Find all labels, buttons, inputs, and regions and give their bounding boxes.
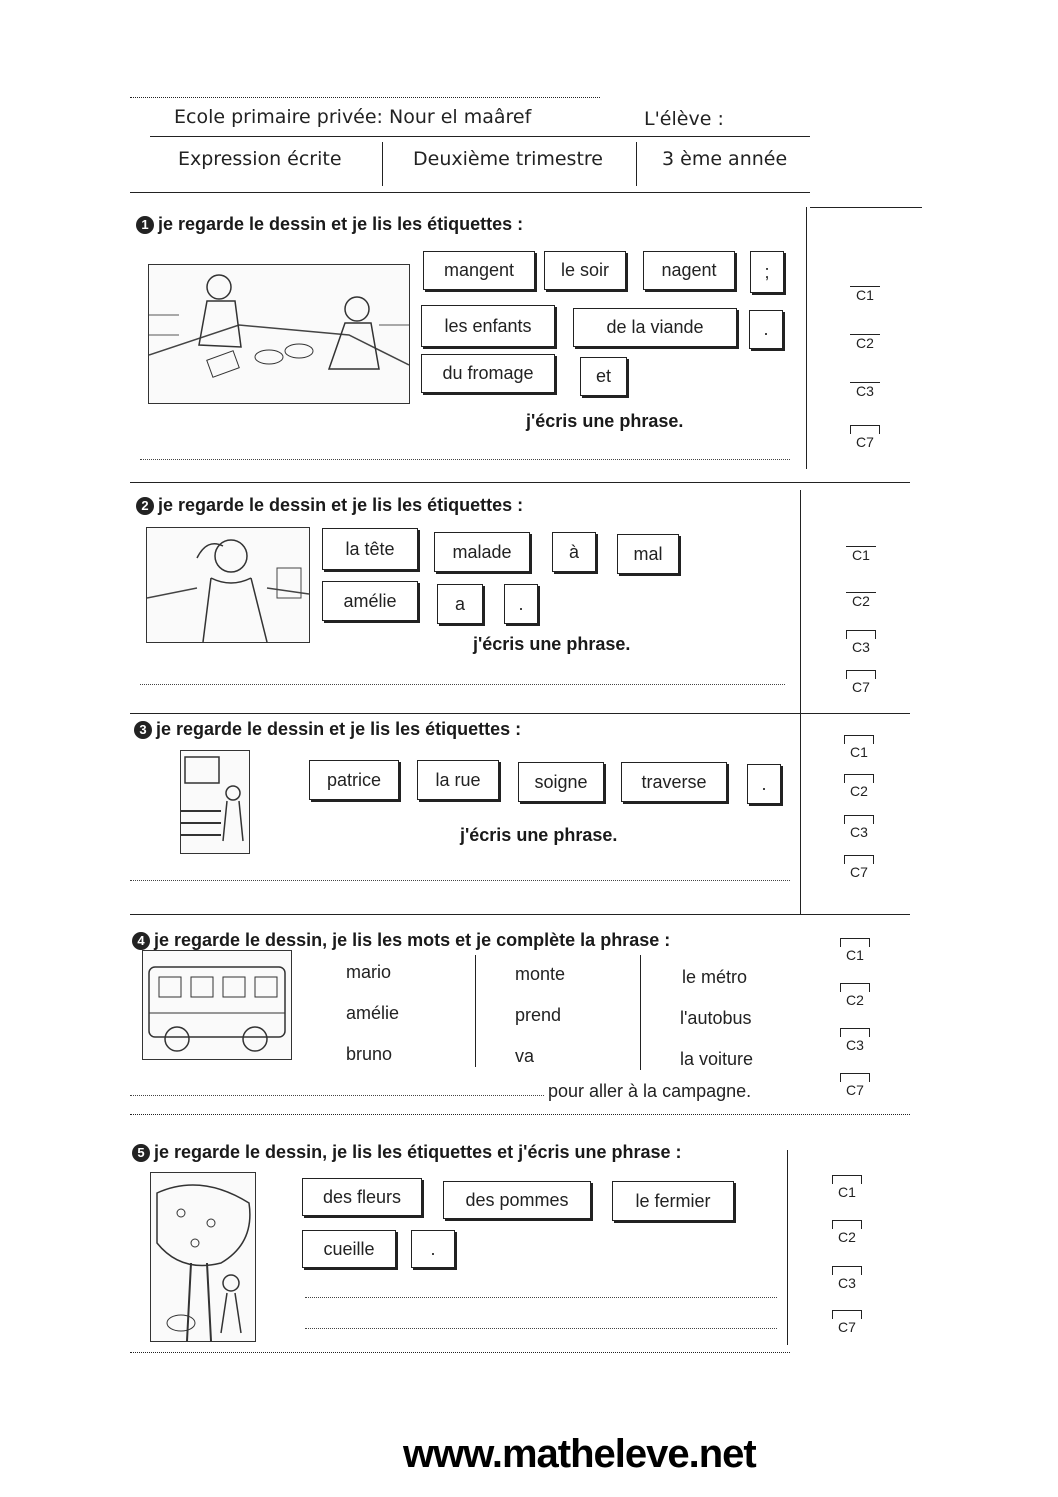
header-top-rule — [130, 97, 600, 98]
criterion-c7[interactable] — [840, 1073, 870, 1098]
footer-website[interactable]: www.matheleve.net — [403, 1432, 756, 1476]
exercise-4-bottom-rule — [130, 1114, 910, 1115]
criterion-c7-label: C7 — [856, 434, 874, 450]
criterion-c2-label: C2 — [856, 335, 874, 351]
criterion-c1[interactable] — [832, 1175, 862, 1200]
label-la-rue[interactable]: la rue — [417, 760, 499, 800]
subject-mario[interactable]: mario — [346, 962, 392, 982]
criterion-c7-label: C7 — [838, 1319, 856, 1335]
criterion-c2-label: C2 — [852, 593, 870, 609]
vehicle-l-autobus[interactable]: l'autobus — [680, 1008, 752, 1028]
criterion-c2[interactable] — [832, 1220, 862, 1245]
criterion-c3[interactable] — [832, 1266, 862, 1291]
exercise-5-bottom-rule — [130, 1352, 790, 1353]
subject: Expression écrite — [178, 148, 342, 170]
header-mid-rule — [150, 136, 810, 137]
criterion-c1-label: C1 — [838, 1184, 856, 1200]
vehicle-la-voiture[interactable]: la voiture — [680, 1049, 754, 1069]
criterion-c3-label: C3 — [852, 639, 870, 655]
exercise-4-sentence-ending: pour aller à la campagne. — [548, 1081, 752, 1101]
exercise-1-instruction-text: je regarde le dessin et je lis les étiquettes : — [158, 214, 524, 234]
verb-prend[interactable]: prend — [515, 1005, 562, 1025]
label-period-5[interactable]: . — [411, 1230, 455, 1268]
label-nagent[interactable]: nagent — [643, 251, 735, 290]
label-les-enfants[interactable]: les enfants — [421, 305, 555, 347]
exercise-2-write-prompt: j'écris une phrase. — [473, 634, 631, 654]
exercise-3-instruction — [134, 719, 521, 740]
exercise-4-illustration — [142, 950, 292, 1060]
criterion-c2-label: C2 — [846, 992, 864, 1008]
exercise-5-illustration — [150, 1172, 256, 1342]
criterion-c7[interactable] — [850, 425, 880, 450]
criterion-c7[interactable] — [844, 855, 874, 880]
exercise-5-instruction-text: je regarde le dessin, je lis les étiquettes et j'écris une phrase : — [154, 1142, 682, 1162]
label-cueille[interactable]: cueille — [302, 1230, 396, 1268]
criterion-c3[interactable] — [840, 1028, 870, 1053]
label-du-fromage[interactable]: du fromage — [421, 354, 555, 393]
exercise-1-number: 1 — [136, 216, 154, 234]
score-column-rule — [810, 207, 922, 208]
criterion-c2[interactable] — [840, 983, 870, 1008]
label-le-soir[interactable]: le soir — [544, 251, 626, 290]
word-column-divider-1 — [475, 955, 476, 1067]
criterion-c7-label: C7 — [850, 864, 868, 880]
criterion-c7[interactable] — [832, 1310, 862, 1335]
exercise-2-instruction-text: je regarde le dessin et je lis les étiquettes : — [158, 495, 524, 515]
criterion-c3-label: C3 — [846, 1037, 864, 1053]
exercise-1-answer-line[interactable] — [140, 459, 790, 460]
exercise-4-number: 4 — [132, 932, 150, 950]
exercise-3-write-prompt: j'écris une phrase. — [460, 825, 618, 845]
subject-bruno[interactable]: bruno — [346, 1044, 393, 1064]
criterion-c3[interactable] — [850, 374, 880, 399]
exercise-5-number: 5 — [132, 1144, 150, 1162]
label-le-fermier[interactable]: le fermier — [612, 1181, 734, 1221]
exercise-4-answer-line[interactable] — [130, 1095, 544, 1096]
grade: 3 ème année — [662, 148, 788, 170]
label-soigne[interactable]: soigne — [518, 762, 604, 802]
criterion-c3-label: C3 — [838, 1275, 856, 1291]
exercise-3-bottom-rule — [130, 914, 910, 915]
criterion-c3-label: C3 — [850, 824, 868, 840]
student-label: L'élève : — [644, 108, 724, 130]
criterion-c7[interactable] — [846, 670, 876, 695]
header-bottom-rule — [130, 192, 810, 193]
term: Deuxième trimestre — [413, 148, 603, 170]
label-a-accent[interactable]: à — [552, 532, 596, 572]
criterion-c1[interactable] — [844, 735, 874, 760]
criterion-c1-label: C1 — [852, 547, 870, 563]
criterion-c1-label: C1 — [850, 744, 868, 760]
criterion-c1-label: C1 — [856, 287, 874, 303]
exercise-2-answer-line[interactable] — [140, 684, 785, 685]
criterion-c2[interactable] — [846, 584, 876, 609]
criterion-c3[interactable] — [844, 815, 874, 840]
label-a[interactable]: a — [437, 584, 483, 624]
label-semicolon[interactable]: ; — [750, 251, 784, 293]
label-mal[interactable]: mal — [617, 534, 679, 574]
label-mangent[interactable]: mangent — [423, 251, 535, 290]
exercise-2-instruction — [136, 495, 523, 516]
criterion-c1[interactable] — [840, 938, 870, 963]
label-traverse[interactable]: traverse — [621, 762, 727, 802]
criterion-c3[interactable] — [846, 630, 876, 655]
exercise-3-illustration — [180, 750, 250, 854]
exercise-2-illustration — [146, 527, 310, 643]
label-des-pommes[interactable]: des pommes — [443, 1181, 591, 1219]
criterion-c2[interactable] — [850, 326, 880, 351]
criterion-c7-label: C7 — [846, 1082, 864, 1098]
exercise-3-right-border — [800, 714, 801, 914]
label-des-fleurs[interactable]: des fleurs — [302, 1178, 422, 1216]
criterion-c1[interactable] — [850, 278, 880, 303]
criterion-c7-label: C7 — [852, 679, 870, 695]
verb-monte[interactable]: monte — [515, 964, 566, 984]
label-de-la-viande[interactable]: de la viande — [573, 308, 737, 347]
criterion-c2-label: C2 — [850, 783, 868, 799]
exercise-1-bottom-rule — [130, 482, 910, 483]
exercise-1-right-border — [806, 207, 807, 469]
vehicle-le-metro[interactable]: le métro — [682, 967, 748, 987]
exercise-4-instruction — [132, 930, 670, 951]
exercise-5-answer-line-2[interactable] — [305, 1328, 777, 1329]
exercise-5-instruction — [132, 1142, 682, 1163]
exercise-1-instruction — [136, 214, 523, 235]
criterion-c1-label: C1 — [846, 947, 864, 963]
label-et[interactable]: et — [580, 357, 627, 396]
word-column-divider-2 — [640, 955, 641, 1070]
exercise-4-instruction-text: je regarde le dessin, je lis les mots et je complète la phrase : — [154, 930, 671, 950]
label-malade[interactable]: malade — [434, 532, 530, 572]
label-period[interactable]: . — [749, 310, 783, 349]
header-divider-2 — [636, 142, 637, 186]
exercise-1-illustration — [148, 264, 410, 404]
criterion-c3-label: C3 — [856, 383, 874, 399]
label-patrice[interactable]: patrice — [309, 760, 399, 800]
school-name: Ecole primaire privée: Nour el maâref — [174, 106, 532, 128]
criterion-c2[interactable] — [844, 774, 874, 799]
exercise-1-write-prompt: j'écris une phrase. — [526, 411, 684, 431]
label-period-2[interactable]: . — [504, 584, 538, 624]
header-divider-1 — [382, 142, 383, 186]
exercise-2-number: 2 — [136, 497, 154, 515]
criterion-c2-label: C2 — [838, 1229, 856, 1245]
exercise-2-right-border — [800, 490, 801, 715]
label-la-tete[interactable]: la tête — [322, 528, 418, 570]
exercise-3-number: 3 — [134, 721, 152, 739]
exercise-5-answer-line-1[interactable] — [305, 1297, 777, 1298]
subject-amelie[interactable]: amélie — [346, 1003, 400, 1023]
label-period-3[interactable]: . — [747, 764, 781, 804]
label-amelie[interactable]: amélie — [322, 581, 418, 621]
verb-va[interactable]: va — [515, 1046, 535, 1066]
exercise-2-bottom-rule — [130, 713, 910, 714]
criterion-c1[interactable] — [846, 538, 876, 563]
exercise-3-answer-line[interactable] — [130, 880, 790, 881]
exercise-5-right-border — [787, 1150, 788, 1345]
exercise-3-instruction-text: je regarde le dessin et je lis les étiquettes : — [156, 719, 522, 739]
